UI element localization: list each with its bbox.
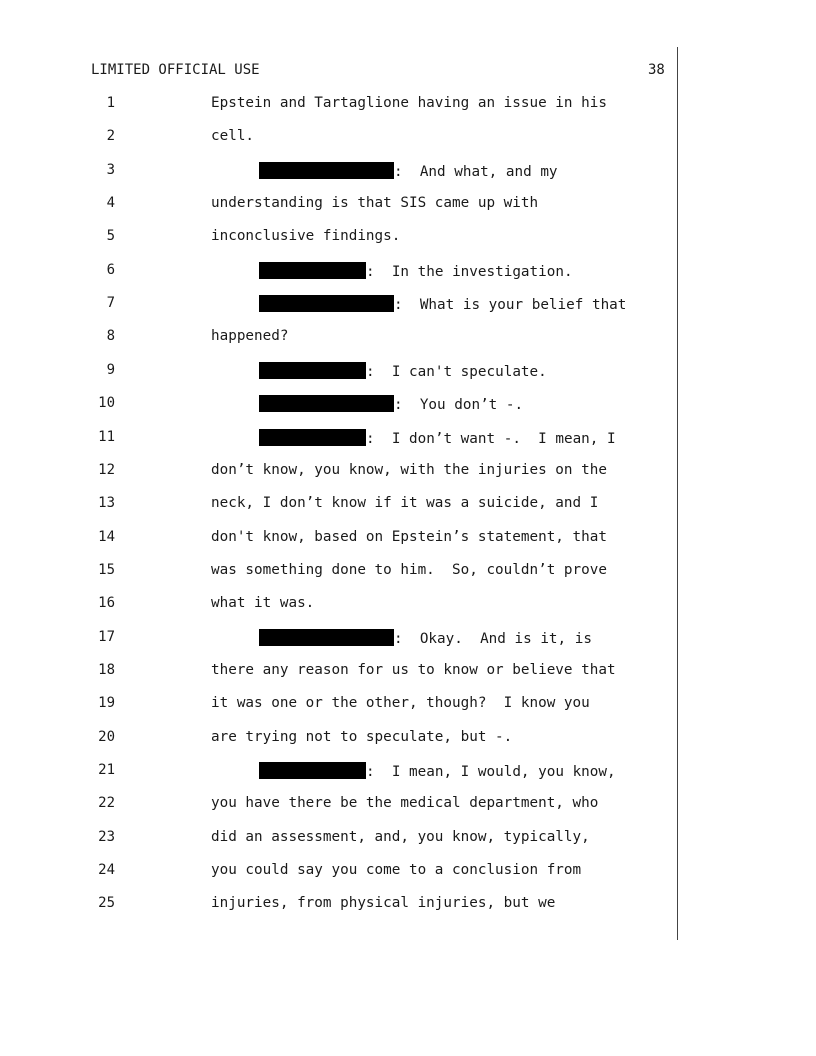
line-text: was something done to him. So, couldn’t prove bbox=[211, 561, 607, 578]
redaction-bar bbox=[259, 162, 394, 179]
line-text: : I don’t want -. I mean, I bbox=[366, 430, 616, 447]
transcript-line bbox=[0, 861, 700, 881]
line-number: 13 bbox=[98, 495, 115, 512]
line-number: 4 bbox=[106, 195, 115, 212]
speaker-line bbox=[259, 629, 592, 647]
transcript-line bbox=[0, 294, 700, 314]
transcript-line bbox=[0, 461, 700, 481]
transcript-line bbox=[0, 594, 700, 614]
line-text: you could say you come to a conclusion from bbox=[211, 862, 582, 879]
line-number: 18 bbox=[98, 661, 115, 678]
transcript-line bbox=[0, 227, 700, 247]
transcript-line bbox=[0, 561, 700, 581]
line-number: 21 bbox=[98, 762, 115, 778]
transcript-line bbox=[0, 661, 700, 681]
line-text: : I can't speculate. bbox=[366, 363, 547, 380]
redaction-bar bbox=[259, 362, 366, 379]
speaker-line bbox=[259, 295, 626, 313]
line-text: did an assessment, and, you know, typically, bbox=[211, 828, 590, 845]
line-number: 14 bbox=[98, 528, 115, 545]
line-number: 3 bbox=[106, 161, 115, 178]
line-number: 6 bbox=[106, 261, 115, 278]
line-number: 7 bbox=[106, 295, 115, 312]
line-text: are trying not to speculate, but -. bbox=[211, 728, 513, 745]
redaction-bar bbox=[259, 262, 366, 279]
transcript-line bbox=[0, 161, 700, 181]
transcript-line bbox=[0, 127, 700, 147]
speaker-line bbox=[259, 429, 616, 447]
page-header-classification: LIMITED OFFICIAL USE bbox=[91, 62, 260, 78]
page-number: 38 bbox=[648, 62, 665, 78]
speaker-line bbox=[259, 395, 523, 413]
line-text: : You don’t -. bbox=[394, 397, 524, 414]
speaker-line bbox=[259, 162, 558, 180]
transcript-line bbox=[0, 728, 700, 748]
line-number: 5 bbox=[106, 228, 115, 245]
redaction-bar bbox=[259, 762, 366, 779]
transcript-line bbox=[0, 261, 700, 281]
line-text: : And what, and my bbox=[394, 163, 558, 180]
line-text: cell. bbox=[211, 128, 255, 145]
transcript-line bbox=[0, 94, 700, 114]
line-number: 12 bbox=[98, 461, 115, 478]
line-text: : I mean, I would, you know, bbox=[366, 764, 616, 780]
speaker-line bbox=[259, 262, 573, 280]
line-number: 2 bbox=[106, 128, 115, 145]
line-text: neck, I don’t know if it was a suicide, and I bbox=[211, 495, 599, 512]
line-number: 15 bbox=[98, 561, 115, 578]
transcript-line bbox=[0, 428, 700, 448]
transcript-line bbox=[0, 894, 700, 914]
transcript-line bbox=[0, 528, 700, 548]
line-text: happened? bbox=[211, 328, 289, 345]
line-number: 10 bbox=[98, 395, 115, 412]
redaction-bar bbox=[259, 629, 394, 646]
transcript-line bbox=[0, 694, 700, 714]
line-text: inconclusive findings. bbox=[211, 228, 401, 245]
speaker-line bbox=[259, 362, 547, 380]
transcript-line bbox=[0, 828, 700, 848]
line-number: 19 bbox=[98, 695, 115, 712]
line-number: 20 bbox=[98, 728, 115, 745]
line-text: don’t know, you know, with the injuries on the bbox=[211, 461, 607, 478]
transcript-line bbox=[0, 394, 700, 414]
line-number: 9 bbox=[106, 361, 115, 378]
redaction-bar bbox=[259, 295, 394, 312]
transcript-line bbox=[0, 194, 700, 214]
line-text: understanding is that SIS came up with bbox=[211, 195, 539, 212]
transcript-line bbox=[0, 361, 700, 381]
line-text: there any reason for us to know or believe that bbox=[211, 661, 616, 678]
line-number: 17 bbox=[98, 628, 115, 645]
redaction-bar bbox=[259, 395, 394, 412]
line-text: : Okay. And is it, is bbox=[394, 630, 592, 647]
line-text: you have there be the medical department, who bbox=[211, 795, 599, 812]
line-text: Epstein and Tartaglione having an issue in his bbox=[211, 95, 607, 111]
transcript-line bbox=[0, 761, 700, 781]
line-number: 8 bbox=[106, 328, 115, 345]
line-text: : What is your belief that bbox=[394, 297, 627, 314]
line-number: 25 bbox=[98, 895, 115, 912]
line-text: don't know, based on Epstein’s statement, that bbox=[211, 528, 607, 545]
speaker-line bbox=[259, 762, 616, 780]
line-number: 22 bbox=[98, 795, 115, 812]
transcript-line bbox=[0, 794, 700, 814]
line-number: 24 bbox=[98, 862, 115, 879]
line-number: 11 bbox=[98, 428, 115, 445]
transcript-line bbox=[0, 628, 700, 648]
line-text: : In the investigation. bbox=[366, 263, 573, 280]
line-text: it was one or the other, though? I know you bbox=[211, 695, 590, 712]
line-text: what it was. bbox=[211, 595, 315, 612]
line-number: 16 bbox=[98, 595, 115, 612]
redaction-bar bbox=[259, 429, 366, 446]
transcript-line bbox=[0, 494, 700, 514]
line-number: 23 bbox=[98, 828, 115, 845]
transcript-line bbox=[0, 327, 700, 347]
line-text: injuries, from physical injuries, but we bbox=[211, 895, 556, 912]
line-number: 1 bbox=[106, 95, 115, 111]
